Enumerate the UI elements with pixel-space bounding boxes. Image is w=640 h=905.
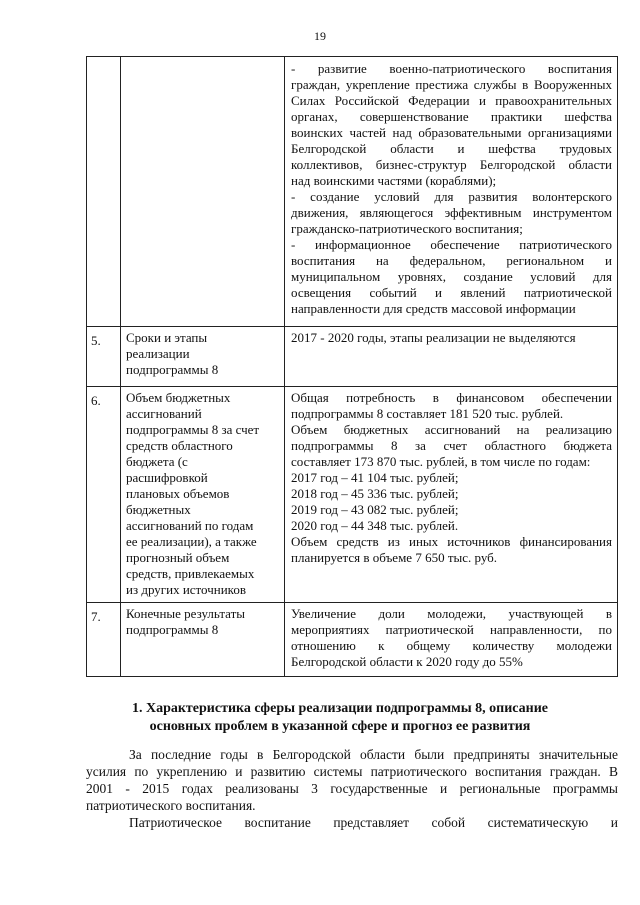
row-label-cell <box>121 327 285 387</box>
text-line: гражданско-патриотического воспитания; <box>291 221 523 236</box>
row-number-cell: 7. <box>87 603 121 677</box>
paragraph-line: усилия по укреплению и развитию системы патриотического воспитания граждан. В <box>86 764 618 779</box>
table-row-7 <box>87 603 618 677</box>
text-line: граждан, укрепление престижа службы в Вооруженных <box>291 77 612 92</box>
text-line: коллективов, бизнес-структур Белгородской области <box>291 157 612 172</box>
row-value-cell <box>285 387 618 603</box>
text-line: движения, являющегося эффективным инструментом <box>291 205 612 220</box>
subprogram-passport-table <box>86 56 618 677</box>
text-line: - информационное обеспечение патриотического <box>291 237 612 252</box>
label-line: ее реализации), а также <box>126 534 257 549</box>
text-line: 2020 год – 44 348 тыс. рублей. <box>291 518 459 533</box>
text-line: 2017 - 2020 годы, этапы реализации не выделяются <box>291 330 576 345</box>
text-line: Общая потребность в финансовом обеспечении <box>291 390 612 405</box>
text-line: 2017 год – 41 104 тыс. рублей; <box>291 470 459 485</box>
text-line: воспитания на федеральном, региональном и <box>291 253 612 268</box>
section-body <box>86 746 618 831</box>
label-line: средств областного <box>126 438 233 453</box>
text-line: - развитие военно-патриотического воспитания <box>291 61 612 76</box>
label-line: бюджета (с <box>126 454 188 469</box>
section-heading-line: 1. Характеристика сферы реализации подпрограммы 8, описание <box>131 701 549 716</box>
row-label-cell <box>121 387 285 603</box>
page-number: 19 <box>314 29 326 43</box>
text-line: Объем средств из иных источников финансирования <box>291 534 612 549</box>
table-row-continued <box>87 57 618 327</box>
label-line: бюджетных <box>126 502 191 517</box>
table-row-5 <box>87 327 618 387</box>
label-line: ассигнований по годам <box>126 518 254 533</box>
row-label-cell <box>121 57 285 327</box>
label-line: Объем бюджетных <box>126 390 231 405</box>
text-line: освещения событий и явлений патриотической <box>291 285 612 300</box>
text-line: муниципальном уровнях, создание условий для <box>291 269 612 284</box>
paragraph-line: Патриотическое воспитание представляет собой систематическую и <box>129 815 618 830</box>
row-number-cell: 6. <box>87 387 121 603</box>
label-line: подпрограммы 8 за счет <box>126 422 260 437</box>
label-line: прогнозный объем <box>126 550 230 565</box>
label-line: Конечные результаты <box>126 606 246 621</box>
row-value-cell <box>285 327 618 387</box>
paragraph-line: За последние годы в Белгородской области были предприняты значительные <box>129 747 618 762</box>
paragraph-line: патриотического воспитания. <box>86 798 256 813</box>
text-line: Объем бюджетных ассигнований на реализацию <box>291 422 612 437</box>
text-line: - создание условий для развития волонтерского <box>291 189 612 204</box>
label-line: расшифровкой <box>126 470 208 485</box>
label-line: реализации <box>126 346 190 361</box>
label-line: из других источников <box>126 582 246 597</box>
text-line: Белгородской области к 2020 году до 55% <box>291 654 523 669</box>
text-line: подпрограммы 8 составляет 181 520 тыс. рублей. <box>291 406 564 421</box>
section-heading-line: основных проблем в указанной сфере и прогноз ее развития <box>149 719 531 734</box>
text-line: воинских частей над образовательными организациями <box>291 125 612 140</box>
section-heading <box>100 700 580 736</box>
label-line: средств, привлекаемых <box>126 566 255 581</box>
text-line: отношению к общему количеству молодежи <box>291 638 612 653</box>
text-line: над воинскими частями (кораблями); <box>291 173 497 188</box>
label-line: подпрограммы 8 <box>126 362 219 377</box>
text-line: планируется в объеме 7 650 тыс. руб. <box>291 550 498 565</box>
paragraph-line: 2001 - 2015 годах реализованы 3 государственные и региональные программы <box>86 781 618 796</box>
text-line: составляет 173 870 тыс. рублей, в том числе по годам: <box>291 454 591 469</box>
row-number-cell <box>87 57 121 327</box>
text-line: Увеличение доли молодежи, участвующей в <box>291 606 612 621</box>
text-line: Белгородской области и шефства трудовых <box>291 141 612 156</box>
text-line: 2019 год – 43 082 тыс. рублей; <box>291 502 459 517</box>
text-line: подпрограммы 8 за счет областного бюджета <box>291 438 612 453</box>
row-number-cell: 5. <box>87 327 121 387</box>
text-line: мероприятиях патриотической направленности, по <box>291 622 612 637</box>
row-value-cell <box>285 603 618 677</box>
text-line: 2018 год – 45 336 тыс. рублей; <box>291 486 459 501</box>
label-line: плановых объемов <box>126 486 230 501</box>
label-line: Сроки и этапы <box>126 330 208 345</box>
text-line: направленности для средств массовой информации <box>291 301 576 316</box>
label-line: подпрограммы 8 <box>126 622 219 637</box>
label-line: ассигнований <box>126 406 202 421</box>
text-line: Силах Российской Федерации и правоохранительных <box>291 93 612 108</box>
row-label-cell <box>121 603 285 677</box>
row-value-cell <box>285 57 618 327</box>
table-row-6 <box>87 387 618 603</box>
text-line: органах, совершенствование практики шефства <box>291 109 612 124</box>
